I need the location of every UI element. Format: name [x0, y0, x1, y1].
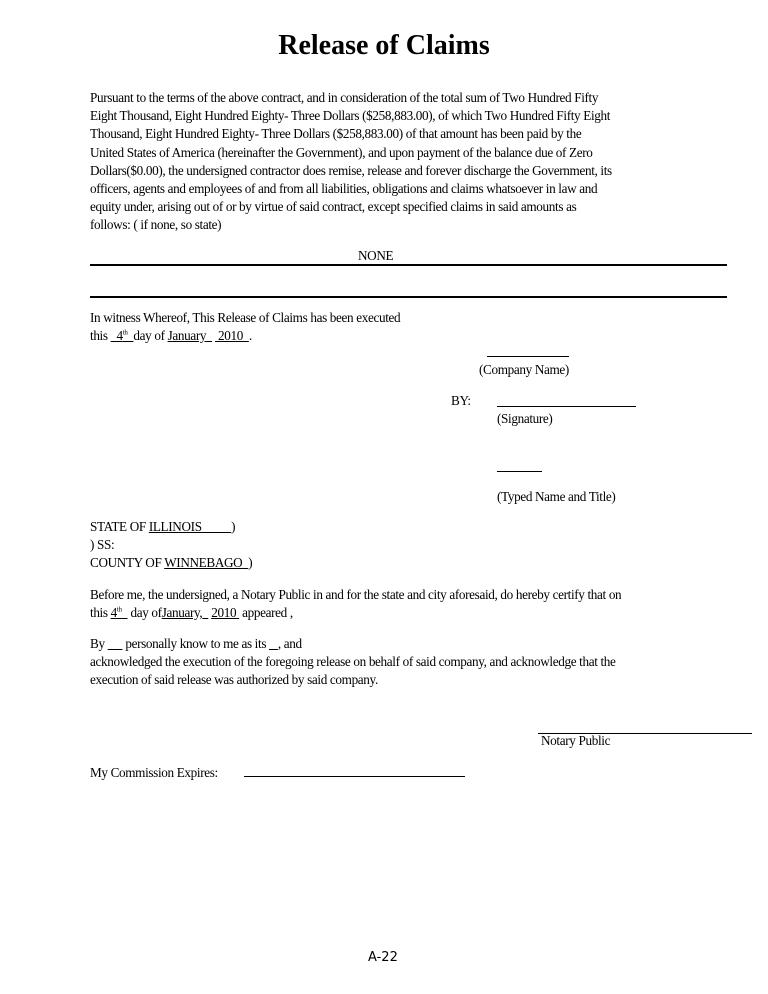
ack-blank-2 [269, 636, 278, 651]
claims-line-2 [90, 296, 727, 298]
notary-month: January, [161, 605, 203, 620]
witness-year: 2010 [217, 328, 243, 343]
page-title: Release of Claims [278, 30, 490, 61]
company-name-line [487, 356, 569, 357]
ss-line: ) SS: [90, 537, 115, 552]
intro-line: Dollars($0.00), the undersigned contractor does remise, release and forever discharge the Government, its [90, 162, 612, 178]
county-value: WINNEBAGO [164, 555, 243, 570]
intro-line: Pursuant to the terms of the above contract, and in consideration of the total sum of Two Hundred Fifty [90, 90, 599, 105]
ack-line-1: By personally know to me as its , and [90, 636, 302, 651]
notary-year: 2010 [211, 605, 237, 620]
page-number: A-22 [368, 950, 398, 965]
typed-name-label: (Typed Name and Title) [497, 489, 616, 504]
notary-cert-date: this 4th day ofJanuary, 2010 appeared , [90, 605, 293, 620]
state-line: STATE OF ILLINOIS ) [90, 519, 236, 534]
witness-line: In witness Whereof, This Release of Claims has been executed [90, 310, 401, 325]
company-name-label: (Company Name) [479, 362, 569, 377]
intro-line: officers, agents and employees of and from all liabilities, obligations and claims whatsoever in law and [90, 181, 598, 197]
notary-public-label: Notary Public [541, 733, 611, 748]
intro-line: United States of America (hereinafter the Government), and upon payment of the balance due of Zero [90, 144, 593, 160]
signature-label: (Signature) [497, 411, 553, 426]
signature-line [497, 406, 636, 407]
intro-line: Thousand, Eight Hundred Eighty- Three Dollars ($258,883.00) of that amount has been paid by the [90, 126, 582, 142]
ack-line-2: acknowledged the execution of the foregoing release on behalf of said company, and acknowledge that the [90, 654, 616, 669]
by-label: BY: [451, 393, 471, 408]
witness-date: this 4th day of January 2010 . [90, 328, 252, 343]
ack-line-3: execution of said release was authorized by said company. [90, 672, 378, 687]
witness-day: 4th [116, 328, 128, 343]
claims-value: NONE [358, 248, 394, 263]
intro-line: follows: ( if none, so state) [90, 217, 222, 233]
notary-day: 4th [110, 605, 122, 620]
typed-name-line [497, 471, 542, 472]
notary-cert-line: Before me, the undersigned, a Notary Public in and for the state and city aforesaid, do hereby certify that on [90, 587, 622, 602]
intro-line: Eight Thousand, Eight Hundred Eighty- Three Dollars ($258,883.00), of which Two Hundred Fifty Eight [90, 108, 611, 124]
commission-expiry-line [244, 776, 465, 777]
intro-paragraph [90, 89, 690, 235]
intro-line: equity under, arising out of or by virtue of said contract, except specified claims in said amounts as [90, 199, 577, 215]
ack-blank-1 [108, 636, 123, 651]
witness-month: January [167, 328, 207, 343]
claims-line-1 [90, 264, 727, 266]
county-line: COUNTY OF WINNEBAGO ) [90, 555, 253, 570]
state-value: ILLINOIS [148, 519, 202, 534]
commission-label: My Commission Expires: [90, 765, 218, 780]
